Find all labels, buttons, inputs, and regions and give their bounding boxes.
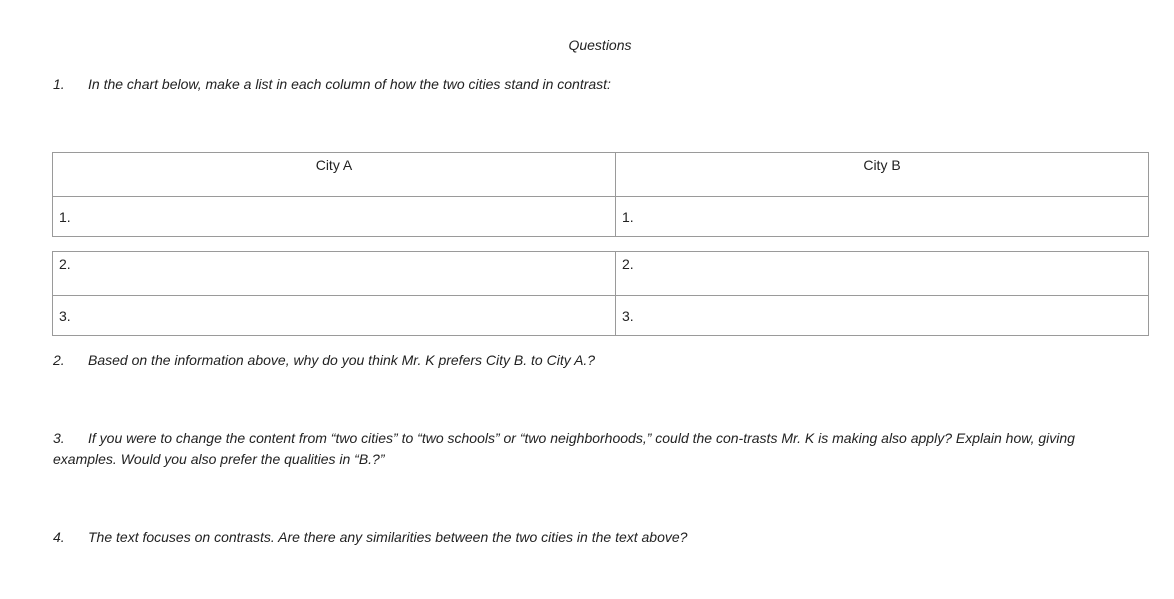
table-header-row: [53, 153, 1149, 197]
contrast-table-top: [52, 152, 1149, 237]
question-number: 1.: [53, 76, 65, 92]
question-2: [53, 350, 595, 371]
question-4: [53, 527, 687, 548]
contrast-table-bottom: [52, 251, 1149, 336]
table-cell-city-a-2[interactable]: 2.: [53, 252, 616, 296]
question-text: In the chart below, make a list in each column of how the two cities stand in contrast:: [88, 76, 611, 92]
page-title: Questions: [568, 37, 632, 53]
question-number: 2.: [53, 352, 65, 368]
question-1: [53, 74, 611, 95]
question-text: The text focuses on contrasts. Are there any similarities between the two cities in the text above?: [88, 529, 688, 545]
table-cell-city-b-1[interactable]: 1.: [616, 197, 1149, 237]
question-number: 4.: [53, 529, 65, 545]
question-3: [53, 428, 1113, 470]
question-text: Based on the information above, why do you think Mr. K prefers City B. to City A.?: [88, 352, 596, 368]
table-cell-city-a-1[interactable]: 1.: [53, 197, 616, 237]
table-row: [53, 252, 1149, 296]
table-row: [53, 296, 1149, 336]
table-cell-city-b-2[interactable]: 2.: [616, 252, 1149, 296]
question-number: 3.: [53, 430, 65, 446]
column-header-city-a: City A: [53, 153, 616, 197]
table-row: [53, 197, 1149, 237]
table-cell-city-b-3[interactable]: 3.: [616, 296, 1149, 336]
column-header-city-b: City B: [616, 153, 1149, 197]
question-text: If you were to change the content from “two cities” to “two schools” or “two neighborhoods,” could the con-trasts Mr. K is making also apply? Explain how, giving examples. Would you also prefer the qualities in “B.?”: [53, 430, 1075, 467]
table-cell-city-a-3[interactable]: 3.: [53, 296, 616, 336]
